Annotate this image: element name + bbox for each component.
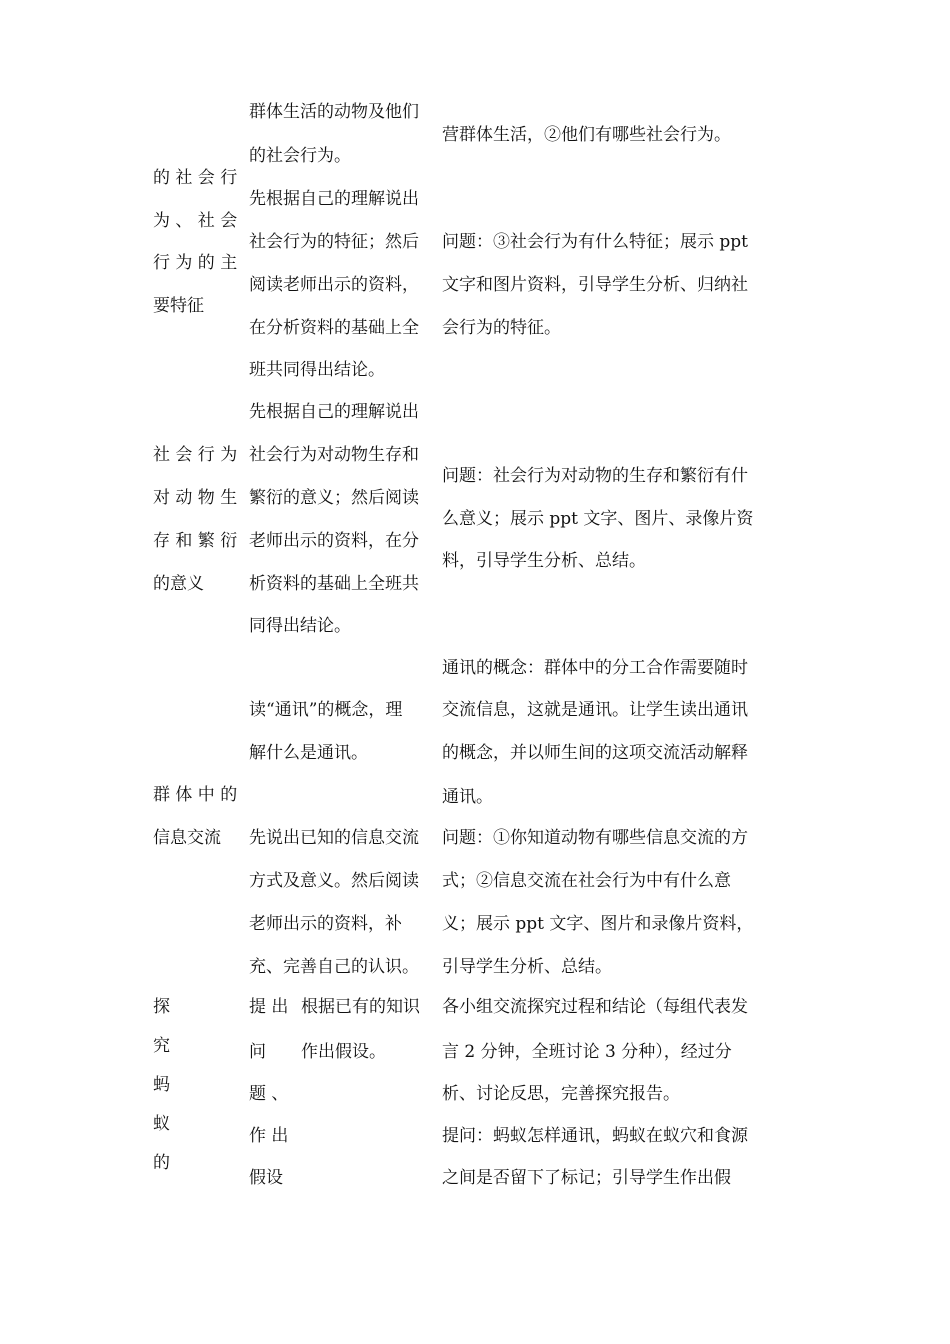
teacher-activity-line: 之间是否留下了标记；引导学生作出假	[442, 1168, 731, 1188]
teacher-activity-line: 交流信息，这就是通讯。让学生读出通讯	[442, 700, 748, 720]
student-activity-line: 阅读老师出示的资料，	[249, 275, 419, 295]
student-activity-line: 析资料的基础上全班共	[249, 574, 419, 594]
teacher-activity-line: 提问：蚂蚁怎样通讯，蚂蚁在蚁穴和食源	[442, 1126, 748, 1146]
teacher-activity-line: 料，引导学生分析、总结。	[442, 551, 646, 571]
step-activity: 根据已有的知识	[301, 997, 420, 1017]
student-activity-line: 班共同得出结论。	[249, 360, 385, 380]
teacher-activity-line: 文字和图片资料，引导学生分析、归纳社	[442, 275, 748, 295]
student-activity-line: 在分析资料的基础上全	[249, 318, 419, 338]
teacher-activity-line: 式；②信息交流在社会行为中有什么意	[442, 871, 731, 891]
teacher-activity-line: 问题：①你知道动物有哪些信息交流的方	[442, 828, 748, 848]
topic-label: 的	[153, 1153, 170, 1173]
student-activity-line: 繁衍的意义；然后阅读	[249, 488, 419, 508]
student-activity-line: 充、完善自己的认识。	[249, 957, 419, 977]
topic-label: 究	[153, 1036, 170, 1056]
step-label: 提 出	[249, 997, 289, 1017]
topic-label: 蚂	[153, 1075, 170, 1095]
topic-label: 的意义	[153, 574, 204, 594]
teacher-activity-line: 的概念，并以师生间的这项交流活动解释	[442, 743, 748, 763]
step-label: 假设	[249, 1168, 283, 1188]
student-activity-line: 社会行为的特征；然后	[249, 232, 419, 252]
student-activity-line: 老师出示的资料，在分	[249, 531, 419, 551]
step-label: 作 出	[249, 1126, 289, 1146]
topic-label: 的 社 会 行	[153, 168, 238, 188]
topic-label: 要特征	[153, 296, 204, 316]
student-activity-line: 解什么是通讯。	[249, 743, 368, 763]
student-activity-line: 先说出已知的信息交流	[249, 828, 419, 848]
teacher-activity-line: 义；展示 ppt 文字、图片和录像片资料，	[442, 914, 754, 934]
topic-label: 为 、 社 会	[153, 211, 238, 231]
student-activity-line: 社会行为对动物生存和	[249, 445, 419, 465]
topic-label: 信息交流	[153, 828, 221, 848]
step-activity: 作出假设。	[301, 1042, 386, 1062]
teacher-activity-line: 各小组交流探究过程和结论（每组代表发	[442, 997, 748, 1017]
teacher-activity-line: 通讯的概念：群体中的分工合作需要随时	[442, 658, 748, 678]
topic-label: 蚁	[153, 1114, 170, 1134]
teacher-activity-line: 问题：社会行为对动物的生存和繁衍有什	[442, 466, 748, 486]
topic-label: 存 和 繁 衍	[153, 531, 238, 551]
teacher-activity-line: 言 2 分钟，全班讨论 3 分种），经过分	[442, 1042, 732, 1062]
student-activity-line: 老师出示的资料，补	[249, 914, 402, 934]
teacher-activity-line: 会行为的特征。	[442, 318, 561, 338]
student-activity-line: 先根据自己的理解说出	[249, 402, 419, 422]
teacher-activity-line: 么意义；展示 ppt 文字、图片、录像片资	[442, 509, 754, 529]
topic-label: 行 为 的 主	[153, 253, 238, 273]
teacher-activity-line: 析、讨论反思，完善探究报告。	[442, 1084, 680, 1104]
teacher-activity-line: 引导学生分析、总结。	[442, 957, 612, 977]
topic-label: 社 会 行 为	[153, 445, 238, 465]
topic-label: 探	[153, 997, 170, 1017]
step-label: 题 、	[249, 1084, 289, 1104]
step-label: 问	[249, 1042, 266, 1062]
teacher-activity-line: 营群体生活，②他们有哪些社会行为。	[442, 125, 731, 145]
topic-label: 群 体 中 的	[153, 785, 238, 805]
student-activity-line: 先根据自己的理解说出	[249, 189, 419, 209]
student-activity-line: 群体生活的动物及他们	[249, 102, 419, 122]
student-activity-line: 方式及意义。然后阅读	[249, 871, 419, 891]
teacher-activity-line: 问题：③社会行为有什么特征；展示 ppt	[442, 232, 748, 252]
student-activity-line: 读“通讯”的概念，理	[249, 700, 403, 720]
teacher-activity-line: 通讯。	[442, 787, 493, 807]
student-activity-line: 的社会行为。	[249, 146, 351, 166]
student-activity-line: 同得出结论。	[249, 616, 351, 636]
topic-label: 对 动 物 生	[153, 488, 238, 508]
